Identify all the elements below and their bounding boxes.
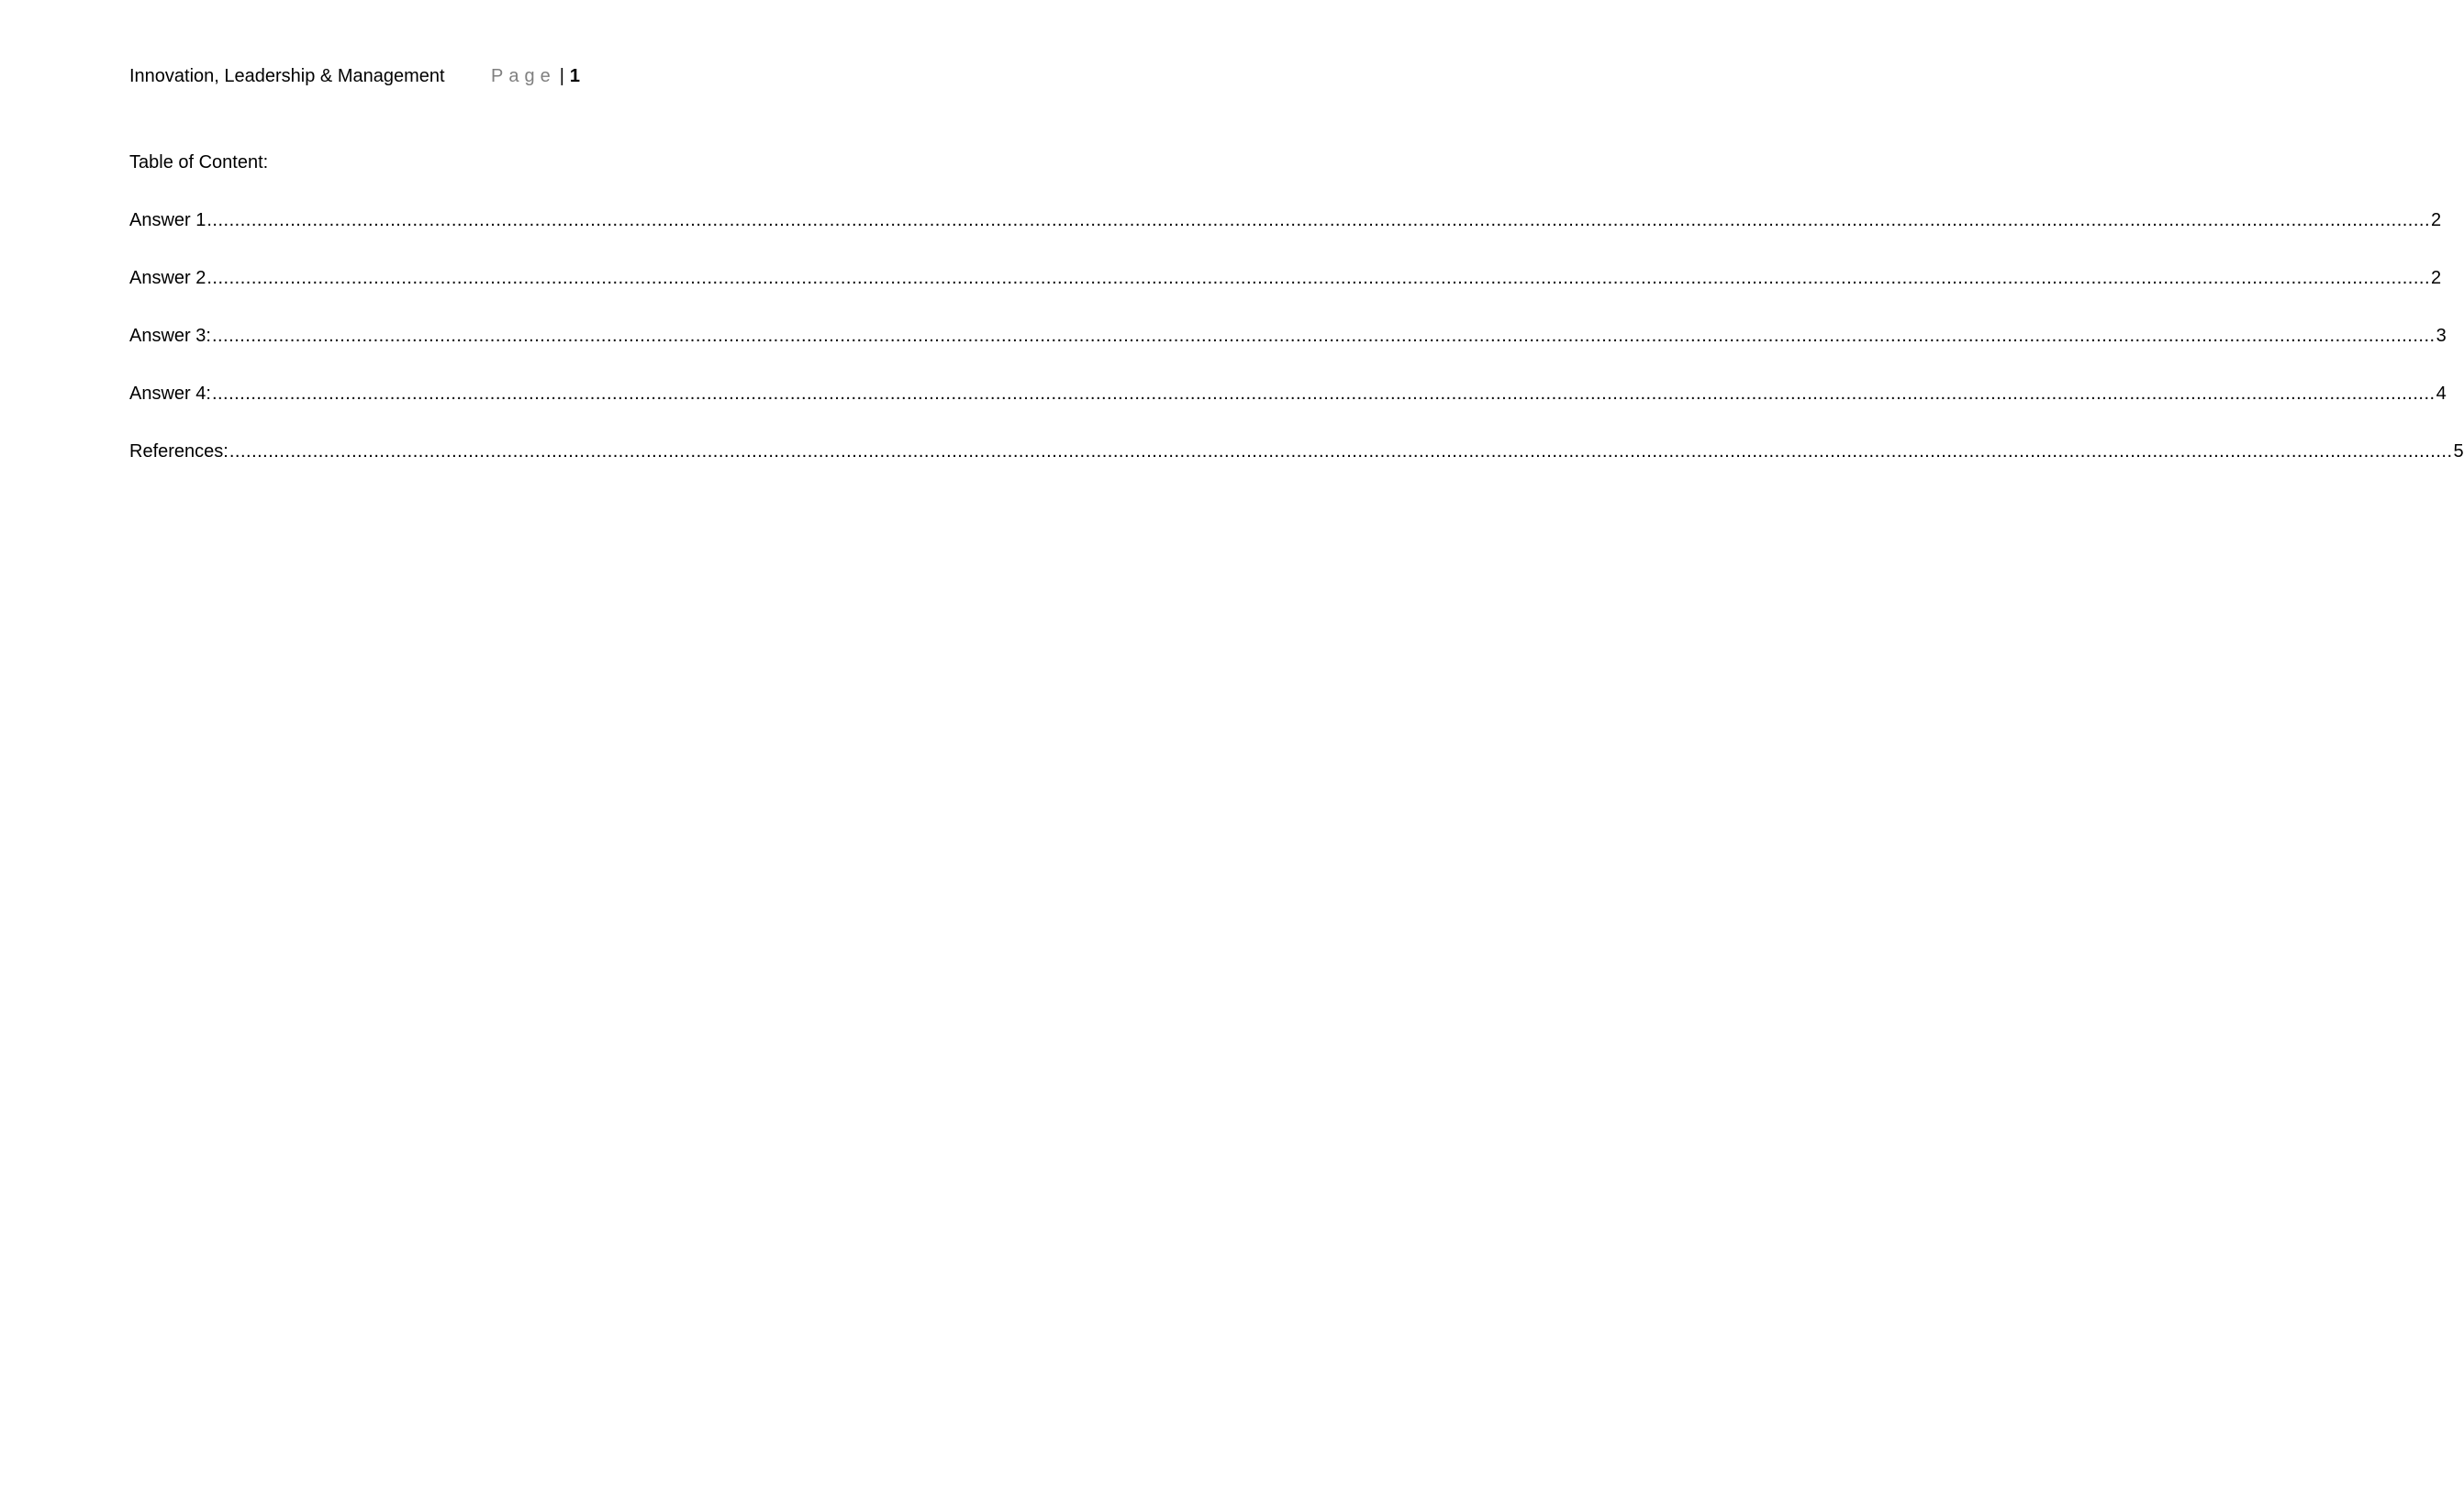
header-page-number-group: [491, 62, 580, 90]
toc-dot-leader: ................................................................................................................................................................................................................................................................................................................................................................................................................: [229, 441, 2453, 462]
header-title: Innovation, Leadership & Management: [129, 66, 445, 86]
toc-entry-label: Answer 2: [129, 268, 206, 288]
toc-entry-answer-4[interactable]: [129, 380, 2447, 407]
toc-entry-label: Answer 3:: [129, 326, 211, 346]
header-page-number: 1: [569, 66, 581, 86]
toc-entry-references[interactable]: [129, 438, 2464, 465]
toc-heading: Table of Content:: [129, 152, 269, 173]
toc-entry-page: 5: [2453, 441, 2464, 462]
header-page-word: Page: [491, 66, 556, 86]
toc-dot-leader: ................................................................................................................................................................................................................................................................................................................................................................................................................: [211, 326, 2436, 346]
toc-list: [129, 206, 2464, 495]
toc-entry-label: Answer 4:: [129, 384, 211, 404]
toc-dot-leader: ................................................................................................................................................................................................................................................................................................................................................................................................................: [206, 268, 2431, 288]
toc-dot-leader: ................................................................................................................................................................................................................................................................................................................................................................................................................: [206, 210, 2431, 230]
toc-entry-page: 3: [2436, 326, 2447, 346]
toc-dot-leader: ................................................................................................................................................................................................................................................................................................................................................................................................................: [211, 384, 2436, 404]
toc-entry-label: References:: [129, 441, 229, 462]
toc-entry-page: 4: [2436, 384, 2447, 404]
toc-entry-label: Answer 1: [129, 210, 206, 230]
toc-entry-page: 2: [2431, 210, 2442, 230]
toc-entry-answer-1[interactable]: [129, 206, 2442, 234]
toc-entry-page: 2: [2431, 268, 2442, 288]
toc-entry-answer-3[interactable]: [129, 322, 2447, 350]
page-header: [129, 62, 643, 90]
toc-entry-answer-2[interactable]: [129, 264, 2442, 292]
header-separator: |: [559, 66, 564, 86]
